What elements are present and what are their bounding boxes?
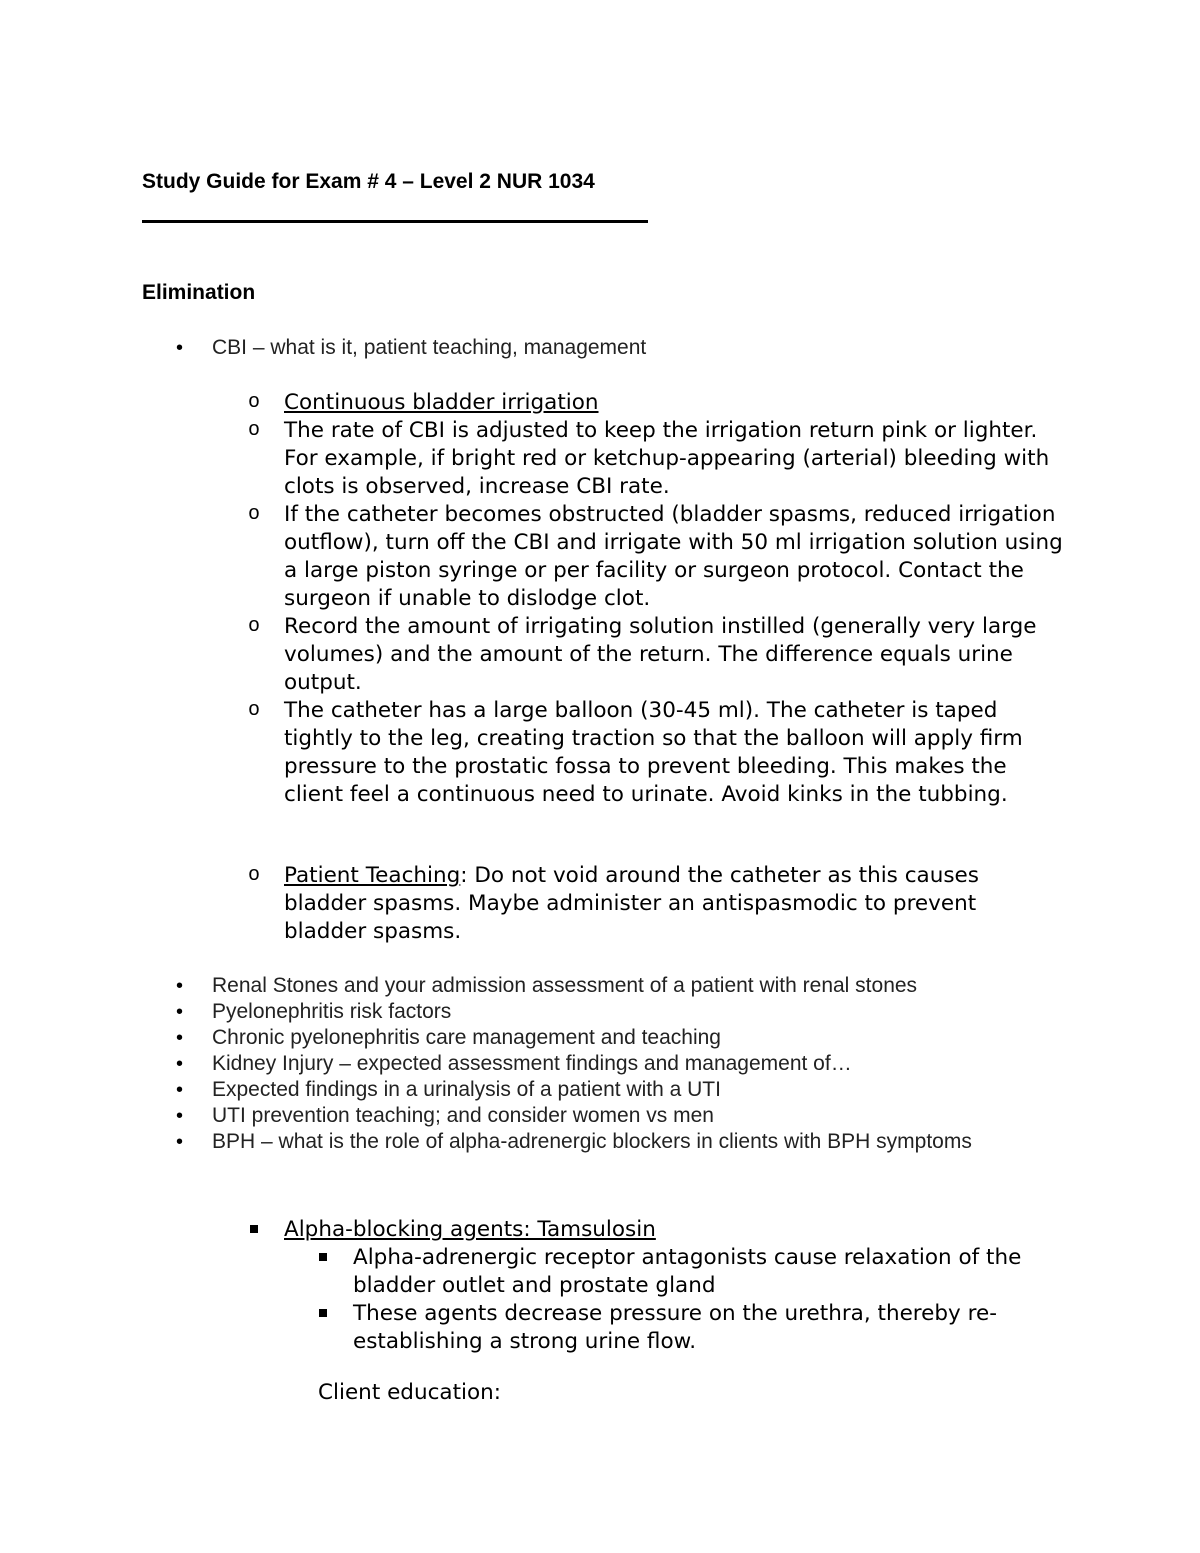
- bullet-marker: o: [248, 419, 261, 442]
- bullet-marker: •: [176, 1079, 184, 1101]
- topic-text: Renal Stones and your admission assessment of a patient with renal stones: [212, 974, 918, 997]
- patient-teaching-label: Patient Teaching: [284, 863, 461, 888]
- topic-text: Chronic pyelonephritis care management and teaching: [212, 1026, 721, 1049]
- list-item: [0, 1216, 1200, 1244]
- bph-agents-heading: Alpha-blocking agents: Tamsulosin: [284, 1217, 656, 1242]
- list-item: [0, 501, 1200, 613]
- square-bullet-marker: [319, 1309, 327, 1317]
- cbi-details-list: [0, 389, 1200, 809]
- cbi-output-detail: Record the amount of irrigating solution instilled (generally very large volumes) and the amount of the return. The difference equals urine output.: [284, 614, 1037, 695]
- bullet-marker: o: [248, 699, 261, 722]
- topic-text: UTI prevention teaching; and consider women vs men: [212, 1104, 714, 1127]
- topic-text: BPH – what is the role of alpha-adrenergic blockers in clients with BPH symptoms: [212, 1130, 972, 1153]
- bullet-marker: •: [176, 1053, 184, 1075]
- list-item: [0, 999, 1200, 1025]
- list-item: [0, 862, 1200, 946]
- list-item: [0, 335, 1200, 361]
- bph-point-text: These agents decrease pressure on the urethra, thereby re-establishing a strong urine flow.: [353, 1301, 997, 1354]
- bullet-marker: o: [248, 503, 261, 526]
- title-divider: [142, 220, 648, 223]
- cbi-bullet-text: CBI – what is it, patient teaching, management: [212, 336, 647, 359]
- list-item: [0, 1244, 1200, 1300]
- bph-heading-list: [0, 1216, 1200, 1244]
- list-item: [0, 1077, 1200, 1103]
- square-bullet-marker: [250, 1225, 258, 1233]
- bullet-marker: •: [176, 975, 184, 997]
- list-item: [0, 697, 1200, 809]
- list-item: [0, 1025, 1200, 1051]
- list-item: [0, 1129, 1200, 1155]
- patient-teaching-text: : Do not void around the catheter as this causes bladder spasms. Maybe administer an antispasmodic to prevent bladder spasms.: [284, 863, 979, 944]
- client-education-heading: Client education:: [318, 1380, 502, 1405]
- cbi-balloon-detail: The catheter has a large balloon (30-45 ml). The catheter is taped tightly to the leg, creating traction so that the balloon will apply firm pressure to the prostatic fossa to prevent bleeding. This makes the client feel a continuous need to urinate. Avoid kinks in the tubbing.: [284, 698, 1023, 807]
- bullet-marker: •: [176, 1001, 184, 1023]
- cbi-rate-detail: The rate of CBI is adjusted to keep the irrigation return pink or lighter. For example, if bright red or ketchup-appearing (arterial) bleeding with clots is observed, increase CBI rate.: [284, 418, 1050, 499]
- square-bullet-marker: [319, 1253, 327, 1261]
- bullet-marker: •: [176, 1131, 184, 1153]
- list-item: [0, 973, 1200, 999]
- document-title: Study Guide for Exam # 4 – Level 2 NUR 1034: [142, 170, 595, 193]
- list-item: [0, 1051, 1200, 1077]
- section-heading-elimination: Elimination: [142, 281, 256, 304]
- bullet-marker: •: [176, 1027, 184, 1049]
- cbi-obstruction-detail: If the catheter becomes obstructed (bladder spasms, reduced irrigation outflow), turn off the CBI and irrigate with 50 ml irrigation solution using a large piston syringe or per facility or surgeon protocol. Contact the surgeon if unable to dislodge clot.: [284, 502, 1063, 611]
- bullet-marker: •: [176, 337, 184, 359]
- cbi-teaching-list: [0, 862, 1200, 946]
- topic-text: Pyelonephritis risk factors: [212, 1000, 452, 1023]
- list-item: [0, 1103, 1200, 1129]
- bph-point-text: Alpha-adrenergic receptor antagonists cause relaxation of the bladder outlet and prostate gland: [353, 1245, 1022, 1298]
- list-item: [0, 1300, 1200, 1356]
- bullet-marker: o: [248, 615, 261, 638]
- topic-text: Kidney Injury – expected assessment findings and management of…: [212, 1052, 852, 1075]
- bullet-marker: •: [176, 1105, 184, 1127]
- bullet-marker: o: [248, 864, 261, 887]
- list-item: [0, 389, 1200, 417]
- topics-list: [0, 973, 1200, 1155]
- cbi-patient-teaching: [284, 862, 1064, 946]
- cbi-definition: Continuous bladder irrigation: [284, 390, 599, 415]
- cbi-list: [0, 335, 1200, 361]
- bph-points-list: [0, 1244, 1200, 1356]
- bullet-marker: o: [248, 391, 261, 414]
- list-item: [0, 613, 1200, 697]
- topic-text: Expected findings in a urinalysis of a patient with a UTI: [212, 1078, 721, 1101]
- list-item: [0, 417, 1200, 501]
